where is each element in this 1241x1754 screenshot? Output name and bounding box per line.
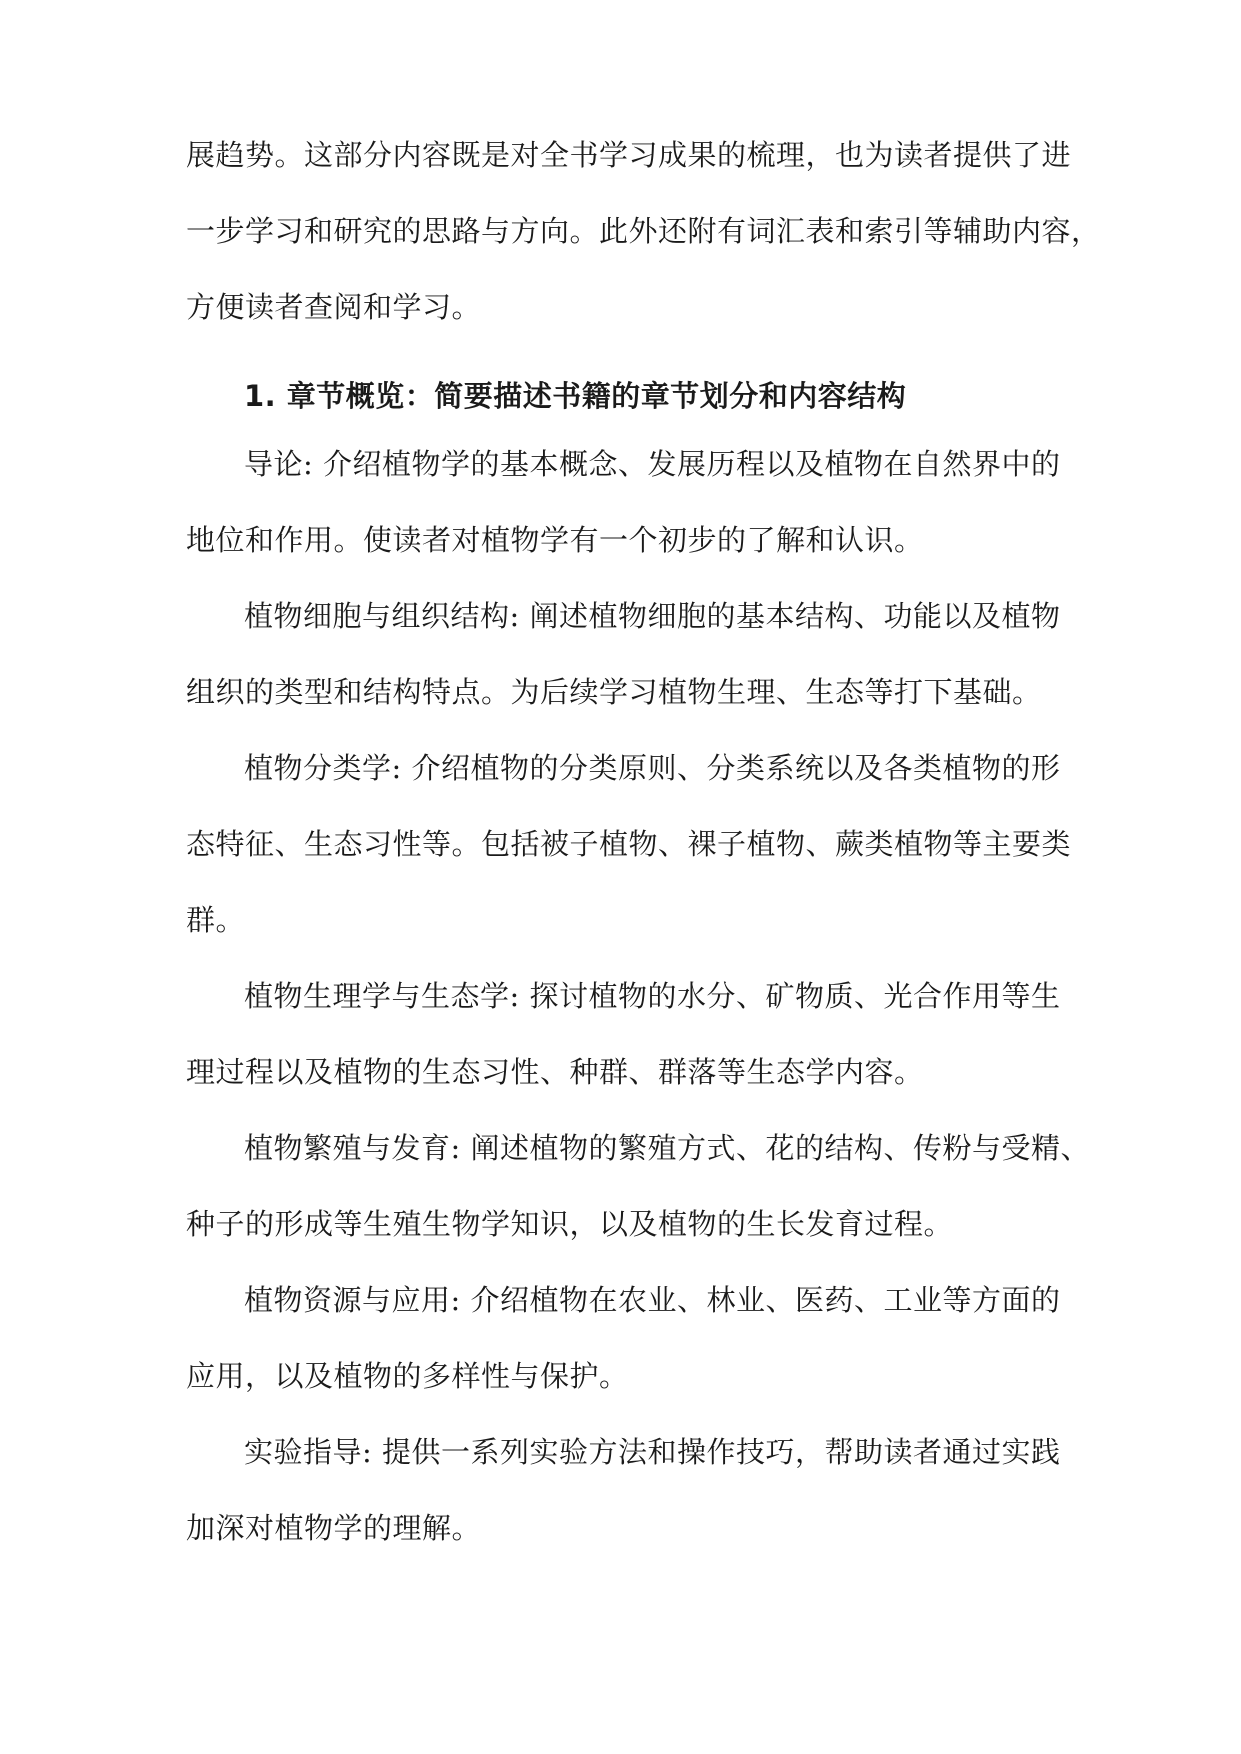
paragraph-line: 群。 — [186, 903, 246, 937]
paragraph-line: 导论: 介绍植物学的基本概念、发展历程以及植物在自然界中的 — [244, 447, 1061, 481]
paragraph-line: 加深对植物学的理解。 — [186, 1511, 482, 1545]
paragraph-line: 理过程以及植物的生态习性、种群、群落等生态学内容。 — [186, 1055, 924, 1089]
chapter-list — [186, 426, 1090, 1566]
intro-paragraph — [186, 117, 1101, 345]
paragraph-line: 植物生理学与生态学: 探讨植物的水分、矿物质、光合作用等生 — [244, 979, 1061, 1013]
paragraph-line: 植物繁殖与发育: 阐述植物的繁殖方式、花的结构、传粉与受精、 — [244, 1131, 1090, 1165]
paragraph-line: 一步学习和研究的思路与方向。此外还附有词汇表和索引等辅助内容， — [186, 214, 1101, 248]
paragraph-line: 组织的类型和结构特点。为后续学习植物生理、生态等打下基础。 — [186, 675, 1042, 709]
paragraph-line: 植物资源与应用: 介绍植物在农业、林业、医药、工业等方面的 — [244, 1283, 1061, 1317]
paragraph-line: 方便读者查阅和学习。 — [186, 290, 482, 324]
paragraph-line: 植物分类学: 介绍植物的分类原则、分类系统以及各类植物的形 — [244, 751, 1061, 785]
paragraph-line: 态特征、生态习性等。包括被子植物、裸子植物、蕨类植物等主要类 — [186, 827, 1072, 861]
paragraph-line: 应用，以及植物的多样性与保护。 — [186, 1359, 629, 1393]
paragraph-line: 展趋势。这部分内容既是对全书学习成果的梳理，也为读者提供了进 — [186, 138, 1072, 172]
paragraph-line: 实验指导: 提供一系列实验方法和操作技巧，帮助读者通过实践 — [244, 1435, 1061, 1469]
paragraph-line: 地位和作用。使读者对植物学有一个初步的了解和认识。 — [186, 523, 924, 557]
paragraph-line: 植物细胞与组织结构: 阐述植物细胞的基本结构、功能以及植物 — [244, 599, 1061, 633]
paragraph-line: 种子的形成等生殖生物学知识，以及植物的生长发育过程。 — [186, 1207, 954, 1241]
section-heading: 1. 章节概览：简要描述书籍的章节划分和内容结构 — [244, 379, 907, 413]
